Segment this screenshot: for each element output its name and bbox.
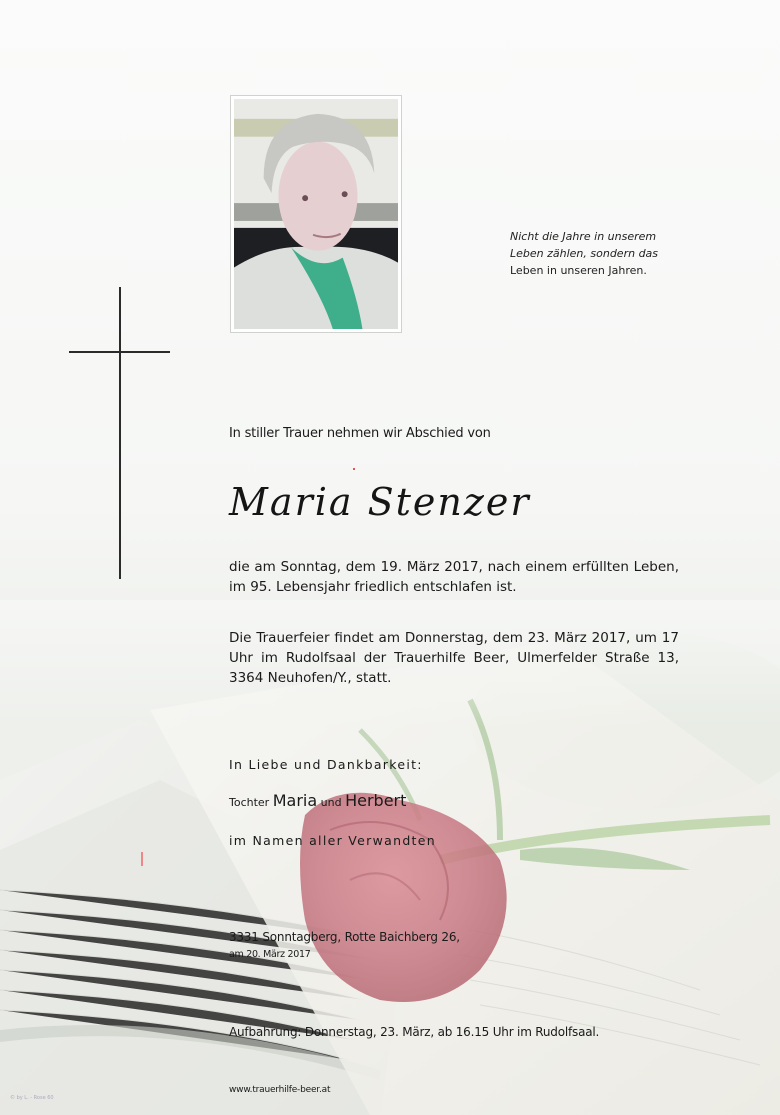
family-line [229,791,406,810]
date-written: am 20. März 2017 [229,949,311,960]
relatives-line: im Namen aller Verwandten [229,833,436,848]
print-mark [141,852,143,866]
family-address: 3331 Sonntagberg, Rotte Baichberg 26, [229,930,460,944]
website-link[interactable]: www.trauerhilfe-beer.at [229,1085,331,1095]
motto-line-3: Leben in unseren Jahren. [510,264,647,277]
family-name-1: Maria [272,791,318,810]
deceased-name: Maria Stenzer [229,480,531,524]
motto-line-1: Nicht die Jahre in unserem [510,230,657,243]
portrait-photo-frame [230,95,402,333]
family-name-2: Herbert [345,791,407,810]
thanks-heading: In Liebe und Dankbarkeit: [229,757,423,772]
family-conjunction: und [320,796,342,809]
motto-quote [510,228,740,279]
funeral-paragraph: Die Trauerfeier findet am Donnerstag, dem 23. März 2017, um 17 Uhr im Rudolfsaal der Trauerhilfe Beer, Ulmerfelder Straße 13, 3364 Neuhofen/Y., statt. [229,630,679,686]
print-speck [353,468,355,470]
copyright-note: © by L. - Rose 60 [10,1095,54,1101]
family-prefix: Tochter [229,796,270,809]
motto-line-2: Leben zählen, sondern das [510,247,659,260]
cross-icon [119,287,121,579]
viewing-info: Aufbahrung: Donnerstag, 23. März, ab 16.15 Uhr im Rudolfsaal. [229,1025,600,1039]
cross-icon-crossbar [69,351,170,353]
portrait-photo [234,99,398,329]
death-paragraph: die am Sonntag, dem 19. März 2017, nach einem erfüllten Leben, im 95. Lebensjahr friedlich entschlafen ist. [229,559,679,595]
intro-text: In stiller Trauer nehmen wir Abschied von [229,426,491,441]
